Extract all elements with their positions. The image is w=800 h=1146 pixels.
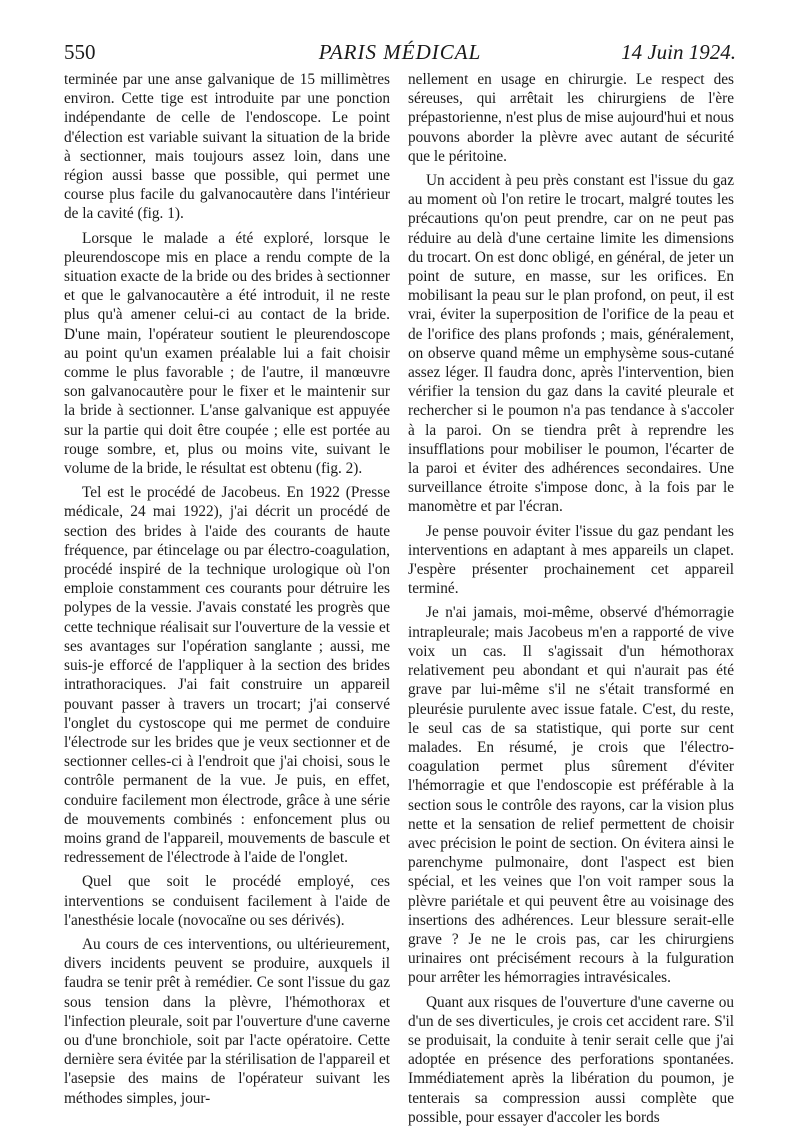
paragraph: Quant aux risques de l'ouverture d'une caverne ou d'un de ses diverticules, je crois cet accident rare. S'il se produisait, la conduite à tenir serait celle que j'ai adoptée en présence des perforations spontanées. Immédiatement après la libération du poumon, je tenterais sa compression aussi complète que possible, pour essayer d'accoler les bords [408,993,734,1126]
paragraph: Tel est le procédé de Jacobeus. En 1922 (Presse médicale, 24 mai 1922), j'ai décrit un procédé de section des brides à l'aide des courants de haute fréquence, par étincelage ou par électro-coagulation, procédé inspiré de la technique urologique où l'on emploie constamment ces courants pour détruire les polypes de la vessie. J'avais constaté les progrès que cette technique réalisait sur l'ouverture de la vessie et ses avantages sur l'opération sanglante ; aussi, me suis-je efforcé de l'appliquer à la section des brides intrathoraciques. J'ai fait construire un appareil pouvant passer à travers un trocart; j'ai conservé l'onglet du cystoscope qui me permet de conduire l'électrode sur les brides que je veux sectionner et de sectionner celles-ci à l'endroit que j'ai choisi, sous le contrôle permanent de la vue. Je puis, en effet, conduire facilement mon électrode, grâce à une série de mouvements combinés : enfoncement plus ou moins grand de l'appareil, mouvements de bascule et redressement de l'électrode à l'aide de l'onglet. [64,484,390,867]
paragraph: Je n'ai jamais, moi-même, observé d'hémorragie intrapleurale; mais Jacobeus m'en a rapporté de vive voix un cas. Il s'agissait d'un hémothorax relativement peu abondant et qui n'aurait pas été grave par lui-même s'il ne s'était transformé en pleurésie purulente avec issue fatale. C'est, du reste, le seul cas de sa statistique, qui porte sur cent malades. En résumé, je crois que l'électro-coagulation permet plus sûrement d'éviter l'hémorragie et que l'endoscopie est préférable à la section sous le contrôle des rayons, car la vision plus nette et la sensation de relief permettent de choisir avec précision le point de section. On évitera ainsi le parenchyme pulmonaire, dont l'aspect est bien spécial, et les veines que l'on voit ramper sous la plèvre pariétale et qui peuvent être au voisinage des insertions des adhérences. Leur blessure serait-elle grave ? Je ne le crois pas, car les chirurgiens urinaires ont précisément recours à la fulguration pour arrêter les hémorragies intravésicales. [408,604,734,987]
paragraph: Au cours de ces interventions, ou ultérieurement, divers incidents peuvent se produire, auxquels il faudra se tenir prêt à remédier. Ce sont l'issue du gaz sous tension dans la plèvre, l'hémothorax et l'infection pleurale, soit par l'ouverture d'une caverne ou d'une bronchiole, soit par l'acte opératoire. Cette dernière sera évitée par la stérilisation de l'appareil et l'asepsie des mains de l'opérateur suivant les méthodes simples, jour- [64,935,390,1107]
right-column [408,70,734,1127]
paragraph: Un accident à peu près constant est l'issue du gaz au moment où l'on retire le trocart, malgré toutes les précautions qu'on peut prendre, car on ne peut pas réduire au delà d'une certaine limite les dimensions du trocart. On est donc obligé, en général, de jeter un point de suture, en masse, sur les orifices. En mobilisant la peau sur le plan profond, on peut, il est vrai, éviter la superposition de l'orifice de la peau et de l'orifice des plans profonds ; mais, généralement, on observe quand même un emphysème sous-cutané assez léger. Il faudra donc, après l'intervention, bien vérifier la tension du gaz dans la cavité pleurale et rechercher si le poumon n'a pas tendance à s'accoler à la paroi. On se tiendra prêt à reprendre les insufflations pour mobiliser le poumon, l'écarter de la paroi et éviter des adhérences secondaires. Une surveillance étroite s'impose donc, à la fois par le manomètre et par l'écran. [408,172,734,516]
paragraph: nellement en usage en chirurgie. Le respect des séreuses, qui arrêtait les chirurgiens de l'ère prépastorienne, n'est plus de mise aujourd'hui et nous pouvons aborder la plèvre avec autant de sécurité que le péritoine. [408,71,734,165]
running-head [64,40,736,70]
issue-date: 14 Juin 1924. [621,40,736,64]
paragraph: Lorsque le malade a été exploré, lorsque le pleurendoscope mis en place a rendu compte de la situation exacte de la bride ou des brides à sectionner et que le galvanocautère a été introduit, il ne reste plus qu'à amener celui-ci au contact de la bride. D'une main, l'opérateur soutient le pleurendoscope au point qu'un examen préalable lui a fait choisir comme le plus favorable ; de l'autre, il manœuvre son galvanocautère pour le fixer et le maintenir sur la bride à sectionner. L'anse galvanique est appuyée sur la partie qui doit être coupée ; elle est portée au rouge sombre, et, plus ou moins vite, suivant le volume de la bride, le résultat est obtenu (fig. 2). [64,229,390,478]
paragraph: Quel que soit le procédé employé, ces interventions se conduisent facilement à l'aide de l'anesthésie locale (novocaïne ou ses dérivés). [64,873,390,929]
journal-title: PARIS MÉDICAL [318,40,482,64]
left-column [64,70,390,1108]
paragraph: Je pense pouvoir éviter l'issue du gaz pendant les interventions en adaptant à mes appareils un clapet. J'espère présenter prochainement cet appareil terminé. [408,522,734,598]
page-number: 550 [64,40,96,64]
paragraph: terminée par une anse galvanique de 15 millimètres environ. Cette tige est introduite par une ponction indépendante de celle de l'endoscope. Le point d'élection est variable suivant la situation de la bride à sectionner, mais toujours assez loin, dans une région aussi basse que possible, qui permet une course plus facile du galvanocautère dans l'intérieur de la cavité (fig. 1). [64,71,390,223]
